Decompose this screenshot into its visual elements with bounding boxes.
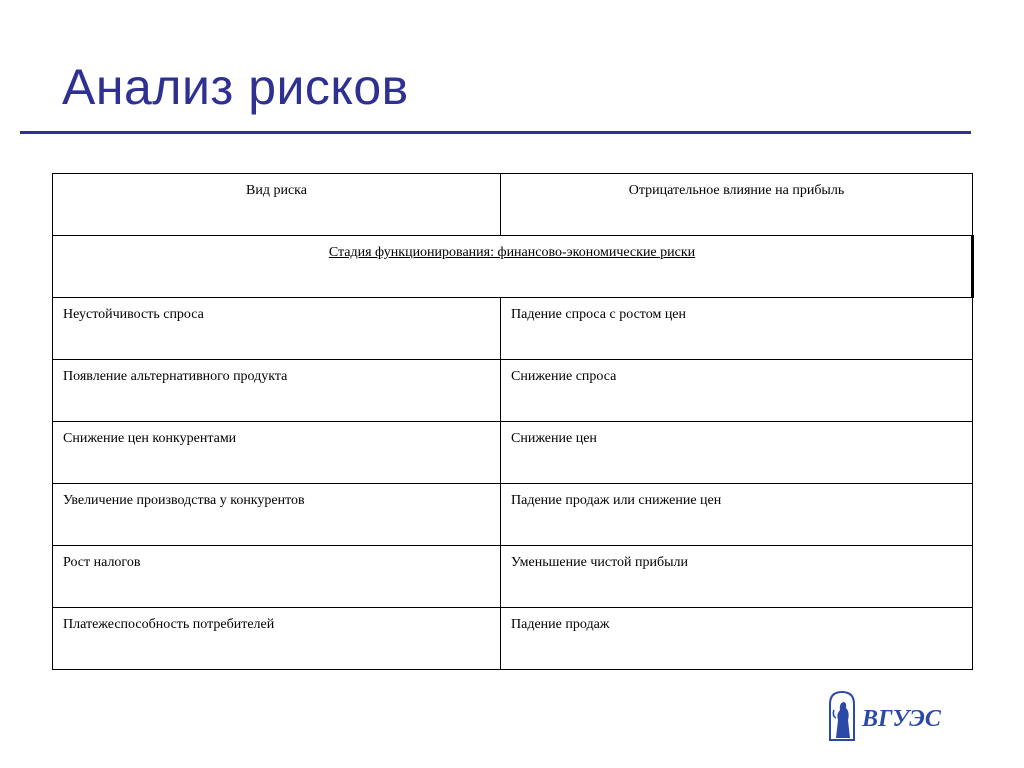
table-row xyxy=(53,422,973,484)
vguas-logo xyxy=(826,690,956,746)
table-row xyxy=(53,360,973,422)
stage-label: Стадия функционирования: финансово-экономические риски xyxy=(328,245,696,260)
risk-type-cell: Появление альтернативного продукта xyxy=(53,360,501,422)
table-row xyxy=(53,298,973,360)
table-row xyxy=(53,608,973,670)
university-emblem-icon xyxy=(830,692,854,740)
impact-cell: Падение спроса с ростом цен xyxy=(501,298,973,360)
title-divider xyxy=(20,131,971,134)
slide-title: Анализ рисков xyxy=(62,59,409,115)
impact-cell: Уменьшение чистой прибыли xyxy=(501,546,973,608)
risk-table xyxy=(52,173,974,670)
risk-type-cell: Рост налогов xyxy=(53,546,501,608)
risk-type-cell: Увеличение производства у конкурентов xyxy=(53,484,501,546)
risk-type-cell: Неустойчивость спроса xyxy=(53,298,501,360)
header-risk-type: Вид риска xyxy=(53,174,501,236)
impact-cell: Падение продаж xyxy=(501,608,973,670)
table-row xyxy=(53,484,973,546)
impact-cell: Снижение спроса xyxy=(501,360,973,422)
risk-type-cell: Снижение цен конкурентами xyxy=(53,422,501,484)
logo-text: ВГУЭС xyxy=(862,706,941,732)
header-negative-impact: Отрицательное влияние на прибыль xyxy=(501,174,973,236)
stage-row xyxy=(53,236,973,298)
impact-cell: Падение продаж или снижение цен xyxy=(501,484,973,546)
stage-cell xyxy=(53,236,973,298)
risk-type-cell: Платежеспособность потребителей xyxy=(53,608,501,670)
table-header-row xyxy=(53,174,973,236)
table-row xyxy=(53,546,973,608)
impact-cell: Снижение цен xyxy=(501,422,973,484)
